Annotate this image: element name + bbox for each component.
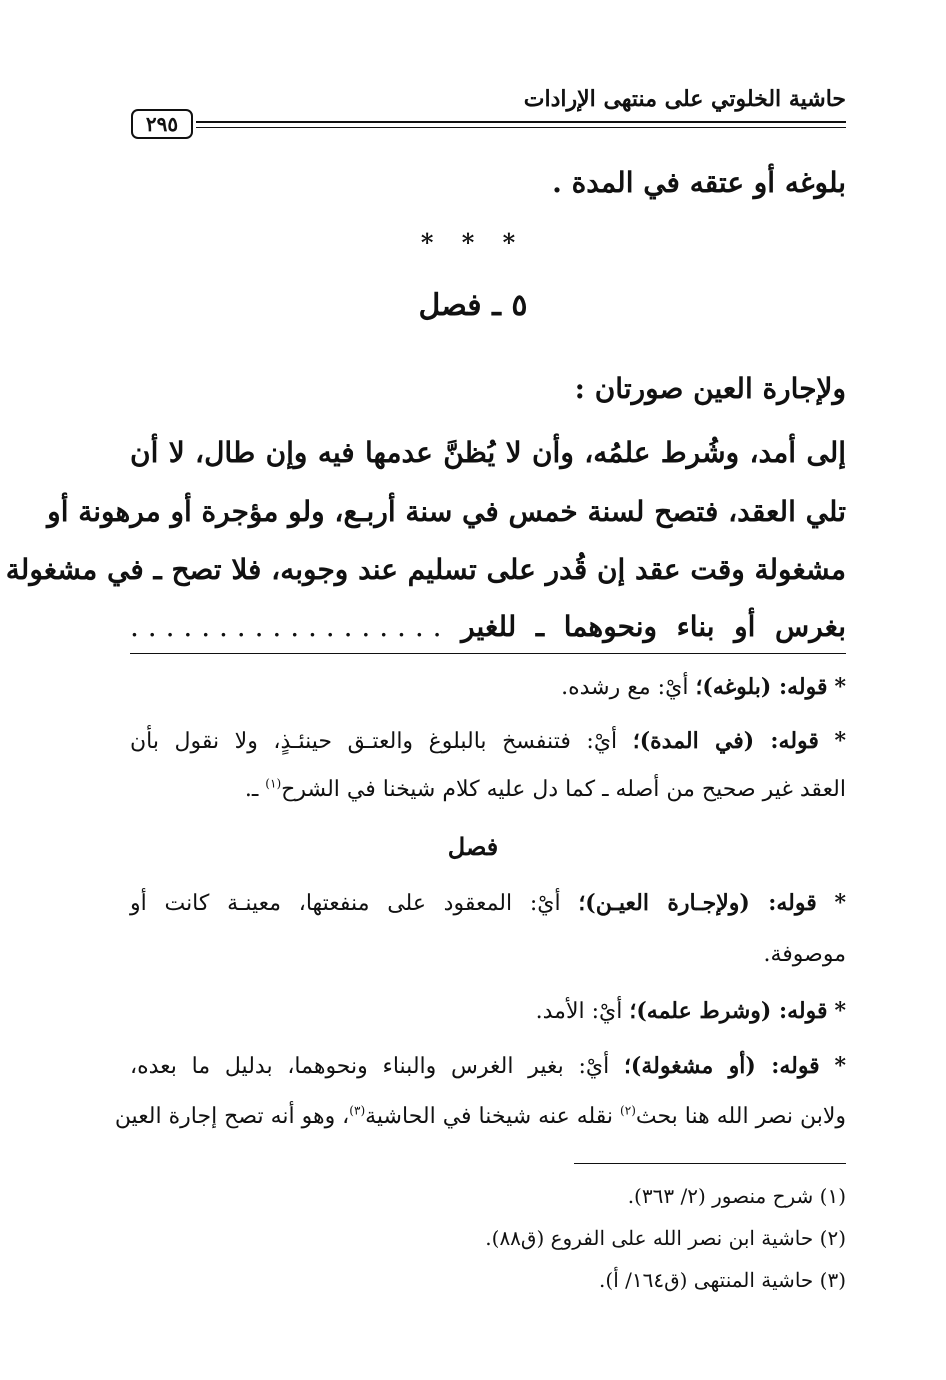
footnote-rule: [574, 1163, 846, 1164]
page-number: ٢٩٥: [131, 109, 193, 139]
main-text-paragraph-line-3: مشغولة وقت عقد إن قُدر على تسليم عند وجوبه، فلا تصح ـ في مشغولة: [5, 553, 846, 586]
note-5-heading: قوله: (أو مشغولة)؛: [623, 1053, 820, 1079]
note-5-body: أيْ: بغير الغرس والبناء ونحوهما، بدليل ما بعده،: [130, 1054, 610, 1079]
note-2-ending: ـ.: [244, 777, 266, 802]
note-1-heading: قوله: (بلوغه)؛: [695, 674, 828, 700]
main-text-intro: ولإجارة العين صورتان :: [574, 372, 846, 405]
note-4-body: أيْ: الأمد.: [535, 999, 623, 1024]
note-2-continuation: العقد غير صحيح من أصله ـ كما دل عليه كلام شيخنا في الشرح: [281, 777, 846, 802]
section-ornament: * * *: [420, 228, 526, 257]
main-text-dot-leader: . . . . . . . . . . . . . . . . . .: [130, 610, 442, 643]
commentary-section-title: فصل: [447, 832, 499, 861]
note-5-continuation-b: نقله عنه شيخنا في الحاشية: [365, 1104, 621, 1129]
main-text-line-1: بلوغه أو عتقه في المدة .: [552, 166, 846, 199]
commentary-note-1: [561, 674, 846, 700]
note-5-continuation-a: ولابن نصر الله هنا بحث: [635, 1104, 846, 1129]
commentary-note-2: [130, 728, 846, 754]
note-2-body: أيْ: فتنفسخ بالبلوغ والعتـق حينئـذٍ، ولا نقول بأن: [130, 729, 618, 754]
main-text-paragraph-line-2: تلي العقد، فتصح لسنة خمس في سنة أربـع، ولو مؤجرة أو مرهونة أو: [47, 495, 846, 528]
note-4-heading: قوله: (وشرط علمه)؛: [629, 998, 828, 1024]
header-rule: [196, 121, 846, 128]
note-star-icon: *: [834, 728, 847, 754]
main-text-line-4-text: بغرس أو بناء ونحوهما ـ للغير: [461, 610, 846, 643]
note-5-continuation-c: ، وهو أنه تصح إجارة العين: [114, 1104, 350, 1129]
commentary-note-3-continued: موصوفة.: [763, 942, 846, 967]
footnote-ref-2: (٢): [620, 1103, 636, 1118]
commentary-note-5: [130, 1053, 846, 1079]
commentary-note-3: [130, 890, 846, 916]
main-commentary-separator: [130, 653, 846, 654]
main-text-paragraph-line-1: إلى أمد، وشُرط علمُه، وأن لا يُظنَّ عدمها فيه وإن طال، لا أن: [130, 436, 846, 469]
note-star-icon: *: [834, 998, 846, 1024]
footnote-3: (٣) حاشية المنتهى (ق١٦٤/ أ).: [599, 1268, 846, 1292]
note-3-heading: قوله: (ولإجـارة العيـن)؛: [578, 890, 817, 916]
note-star-icon: *: [834, 674, 846, 700]
note-2-heading: قوله: (في المدة)؛: [632, 728, 819, 754]
running-header-title: حاشية الخلوتي على منتهى الإرادات: [523, 86, 846, 112]
footnote-2: (٢) حاشية ابن نصر الله على الفروع (ق٨٨).: [485, 1226, 846, 1250]
footnote-ref-3: (٣): [349, 1103, 366, 1118]
note-1-body: أيْ: مع رشده.: [561, 675, 689, 700]
note-star-icon: *: [834, 890, 846, 916]
main-text-paragraph-line-4: [130, 610, 846, 643]
section-title: ٥ ـ فصل: [418, 288, 528, 323]
note-3-body: أيْ: المعقود على منفعتها، معينـة كانت أو: [130, 891, 561, 916]
note-star-icon: *: [834, 1053, 846, 1079]
footnote-ref-1: (١): [265, 776, 282, 791]
commentary-note-4: [536, 998, 846, 1024]
commentary-note-2-continued: [245, 777, 846, 802]
commentary-note-5-continued: [114, 1103, 846, 1129]
footnote-1: (١) شرح منصور (٢/ ٣٦٣).: [627, 1184, 846, 1208]
